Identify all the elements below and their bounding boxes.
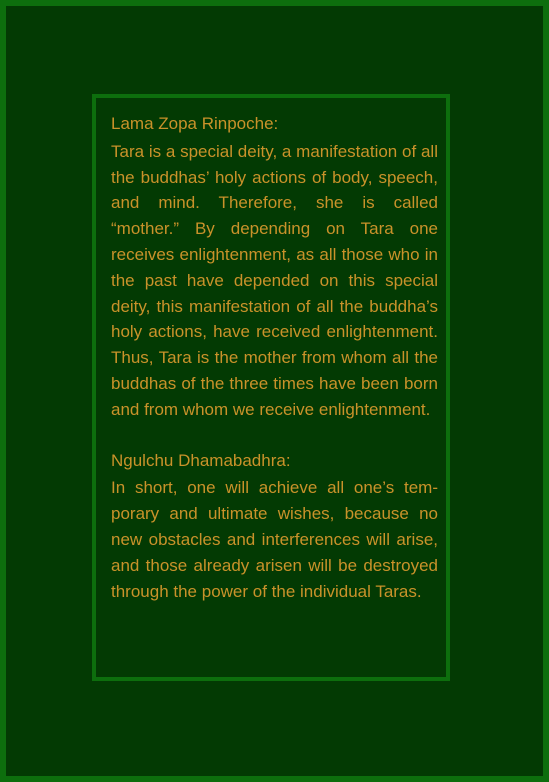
quote-spacer: [111, 423, 438, 448]
quote-content: [111, 111, 438, 604]
speaker-ngulchu: Ngulchu Dhamabadhra:: [111, 450, 291, 470]
speaker-lama-zopa: Lama Zopa Rinpoche:: [111, 114, 279, 133]
quote-lama-zopa: Tara is a special deity, a manifestation of all the buddhas’ holy actions of body, speech, and mind. Therefore, she is called “mother.” By depending on Tara one receives enlightenment, as all those who in the past have depended on this special deity, this manifestation of all the buddha’s holy actions, have received enlightenment. Thus, Tara is the mother from whom all the buddhas of the three times have been born and from whom we receive enlightenment.: [111, 141, 438, 419]
quote-ngulchu: In short, one will achieve all one’s temporary and ultimate wishes, because no new obstacles and interferences will arise, and those already arisen will be destroyed through the power of the individual Taras.: [111, 478, 438, 601]
